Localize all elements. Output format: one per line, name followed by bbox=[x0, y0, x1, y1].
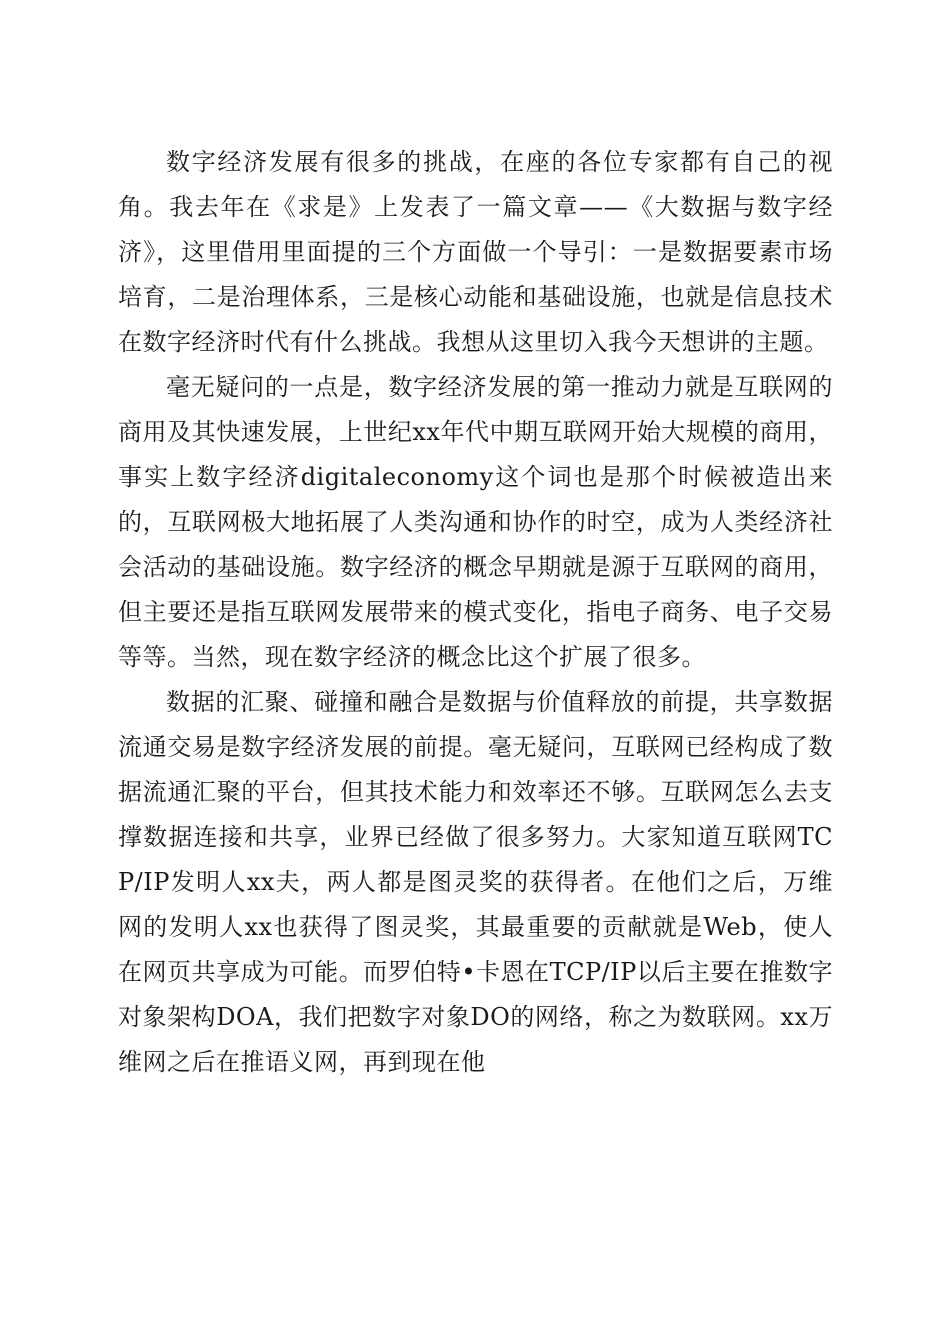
paragraph-1: 数字经济发展有很多的挑战，在座的各位专家都有自己的视角。我去年在《求是》上发表了一篇文章——《大数据与数字经济》，这里借用里面提的三个方面做一个导引：一是数据要素市场培育，二是治理体系，三是核心动能和基础设施，也就是信息技术在数字经济时代有什么挑战。我想从这里切入我今天想讲的主题。 bbox=[118, 148, 833, 356]
document-body bbox=[118, 140, 833, 1085]
paragraph-2: 毫无疑问的一点是，数字经济发展的第一推动力就是互联网的商用及其快速发展，上世纪xx年代中期互联网开始大规模的商用，事实上数字经济digitaleconomy这个词也是那个时候被造出来的，互联网极大地拓展了人类沟通和协作的时空，成为人类经济社会活动的基础设施。数字经济的概念早期就是源于互联网的商用，但主要还是指互联网发展带来的模式变化，指电子商务、电子交易等等。当然，现在数字经济的概念比这个扩展了很多。 bbox=[118, 373, 833, 671]
paragraph-3: 数据的汇聚、碰撞和融合是数据与价值释放的前提，共享数据流通交易是数字经济发展的前提。毫无疑问，互联网已经构成了数据流通汇聚的平台，但其技术能力和效率还不够。互联网怎么去支撑数据连接和共享，业界已经做了很多努力。大家知道互联网TCP/IP发明人xx夫，两人都是图灵奖的获得者。在他们之后，万维网的发明人xx也获得了图灵奖，其最重要的贡献就是Web，使人在网页共享成为可能。而罗伯特•卡恩在TCP/IP以后主要在推数字对象架构DOA，我们把数字对象DO的网络，称之为数联网。xx万维网之后在推语义网，再到现在他 bbox=[118, 688, 833, 1076]
